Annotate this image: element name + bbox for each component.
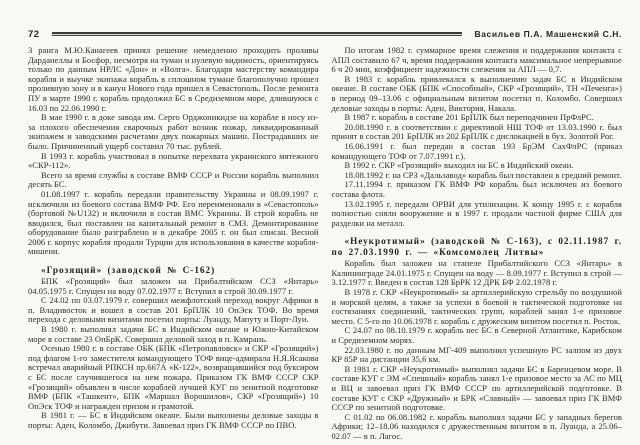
paragraph: В 1981 г. СКР «Неукротимый» выполнял задачи БС в Баренцевом море. В составе КУГ с ЭМ «Спешный» корабль занял 1-е призовое место за АС по МЦ и ВЦ и завоевал приз ГК ВМФ СССР по артиллерийской подготовке. В составе КУГ с СКР «Дружный» и БРК «Славный» — завоевал приз ГК ВМФ СССР по зенитной подготовке. bbox=[331, 363, 622, 413]
paragraph: С 24.02 по 03.07.1979 г. совершил межфлотский переход вокруг Африки в п. Владивосток и вошел в состав 201 БрПЛК 10 ОпЭск ТОФ. Во время перехода с деловыми визитами посетил порты: Луанду, Мапуту и Порт-Луи. bbox=[28, 295, 319, 325]
paragraph: 13.02.1995 г. передали ОРВИ для утилизации. К концу 1995 г. с корабля полностью сняли вооружение и в 1997 г. продали частной фирме США для разделки на металл. bbox=[331, 198, 622, 228]
paragraph: Всего за время службы в составе ВМФ СССР и России корабль выполнил десять БС. bbox=[28, 169, 319, 190]
paragraph: Осенью 1980 г. в составе ОБК (БПК «Петропавловск» и СКР «Грозящий») под флагом 1-го заместителя командующего ТОФ вице-адмирала Н.Я.Ясакова встречал аварийный РПКСН пр.667А «К-122», возвращавшийся под буксиром с БС после случившегося на нем пожара. Приказом ГК ВМФ СССР СКР «Грозящий» объявлен в числе кораблей лучшей КУГ по зенитной подготовке ВМФ (БПК «Ташкент», БПК «Маршал Ворошилов», СКР «Грозящий») 10 ОпЭск ТОФ и награжден призом и грамотой. bbox=[28, 343, 319, 411]
paragraph: В мае 1990 г. в доке завода им. Серго Орджоникидзе на корабле в носу из-за плохого обеспечения сварочных работ возник пожар, ликвидированный экипажем и заводскими расчетами двух пожарных машин. Пострадавших не было. Причиненный ущерб составил 70 тыс. рублей. bbox=[28, 112, 319, 151]
paragraph: В 1987 г. корабль в составе 201 БрПЛК был переподчинен ПрФлРС. bbox=[344, 112, 594, 123]
running-header bbox=[28, 28, 622, 40]
paragraph: В 1993 г. корабль участвовал в попытке перехвата украинского мятежного «СКР-112». bbox=[28, 150, 319, 171]
paragraph: С 01.02 по 06.08.1982 г. корабль выполнял задачи БС у западных берегов Африки; 12–18.06 находился с дружественным визитом в п. Луанда, а 25.06–02.07 — в п. Лагос. bbox=[331, 411, 622, 441]
paragraph: 20.08.1990 г. в соответствии с директивой НШ ТОФ от 13.03.1990 г. был принят в состав 201 БрПЛК из 202 БрПЛК с дислокацией в бух. Золотой Рог. bbox=[331, 121, 622, 142]
paragraph: Корабль был заложен на стапеле Прибалтийского ССЗ «Янтарь» в Калининграде 24.01.1975 г. Спущен на воду — 8.09.1977 г. Вступил в строй — 3.12.1977 г. Введен в состав 128 БрРК 12 ДРК БФ 2.02.1978 г. bbox=[331, 258, 622, 288]
paragraph: 22.03.1980 г. по данным МГ-409 выполнил успешную РС залпом из двух КР 85Р на дистанции 35,6 км. bbox=[331, 344, 622, 365]
paragraph: С 24.07 по 08.10.1979 г. корабль нес БС в Северной Атлантике, Карибском и Средиземном морях. bbox=[331, 325, 622, 346]
header-rule bbox=[52, 32, 463, 37]
section-heading-grozyashchiy: «Грозящий» (заводской № С-162) bbox=[41, 265, 216, 276]
paragraph: В 1978 г. СКР «Неукротимый» за артиллерийскую стрельбу по воздушной и морской целям, а также за успехи в боевой и тактической подготовке на состязаниях соединений, тактических групп, кораблей занял 1-е призовое место. С 5-го по 10.06.1978 г. корабль с дружеским визитом посетил п. Росток. bbox=[331, 287, 622, 326]
paragraph: 18.08.1992 г. на СРЗ «Дальзавод» корабль был поставлен в средний ремонт. bbox=[344, 169, 622, 180]
running-header-title: Васильев П.А. Машенский С.Н. bbox=[474, 29, 622, 39]
paragraph: 01.08.1997 г. корабль передали правительству Украины и 08.09.1997 г. исключили из боевого состава ВМФ РФ. Его переименовали в «Севастополь» (бортовой №U132) и включили в состав ВМС Украины. В строй корабль не вводился, был поставлен на капитальный ремонт в СМЗ. Демонтированное оборудование было разграблено и в декабре 2005 г. он был списан. Весной 2006 г. корпус корабля продали Турции для использования в качестве корабля-мишени. bbox=[28, 188, 319, 257]
page-number: 72 bbox=[28, 28, 40, 40]
paragraph: 16.06.1991 г. был передан в состав 193 БрЭМ СахФлРС (приказ командующего ТОФ от 7.07.1991 г.). bbox=[331, 140, 622, 161]
paragraph: В 1980 г. выполнял задачи БС в Индийском океане и Южно-Китайском море в составе 23 ОпБрК. Совершил деловой заход в п. Камрань. bbox=[28, 324, 319, 344]
left-column bbox=[28, 46, 319, 442]
paragraph: В 1981 г. — БС в Индийском океане. Были выполнены деловые заходы в порты: Аден, Коломбо, Джибути. Завоевал приз ГК ВМФ СССР по ПВО. bbox=[28, 410, 319, 430]
paragraph: 3 ранга М.Ю.Канагеев принял решение немедленно проходить проливы Дарданеллы и Босфор, несмотря на туман и нулевую видимость, ориентируясь только по данным НРЛС «Дон» и «Волга». Благодаря мастерству командира корабля и выучке экипажа корабль в сплошном тумане благополучно прошел проливную зону и в канун Нового года пришел в Севастополь. После ремонта ПУ в марте 1990 г. корабль продолжил БС в Средиземном море, длившуюся с 16.03 по 22.06.1990 г. bbox=[28, 45, 319, 113]
paragraph: БПК «Грозящий» был заложен на Прибалтийском ССЗ «Янтарь» 04.05.1975 г. Спущен на воду 07.02.1977 г. Вступил в строй 30.09.1977 г. bbox=[28, 276, 319, 296]
text-columns bbox=[28, 46, 622, 442]
paragraph: 17.11.1994 г. приказом ГК ВМФ РФ корабль был исключен из боевого состава флота. bbox=[331, 179, 622, 199]
paragraph: По итогам 1982 г. суммарное время слежения и поддержания контакта с АПЛ составило 67 ч, время поддержания контакта максимальное непрерывное 6 ч 20 мин, коэффициент надежности слежения за АПЛ — 0,7. bbox=[331, 45, 622, 75]
right-column bbox=[332, 46, 623, 442]
section-heading-neukrotimyy: «Неукротимый» (заводской № С-163), с 02.11.1987 г. по 27.03.1990 г. — «Комсомолец Литвы» bbox=[331, 236, 622, 258]
paragraph: В 1992 г. СКР «Грозящий» выходил на БС в Индийский океан. bbox=[344, 160, 574, 171]
paragraph: В 1983 г. корабль привлекался к выполнению задач БС в Индийском океане. В составе ОБК (БПК «Способный», СКР «Грозящий», ТН «Печенга») в период 09–13.06 с официальным визитом посетил п. Коломбо. Совершил деловые заходы в порты: Аден, Виктория, Накала. bbox=[331, 73, 622, 113]
